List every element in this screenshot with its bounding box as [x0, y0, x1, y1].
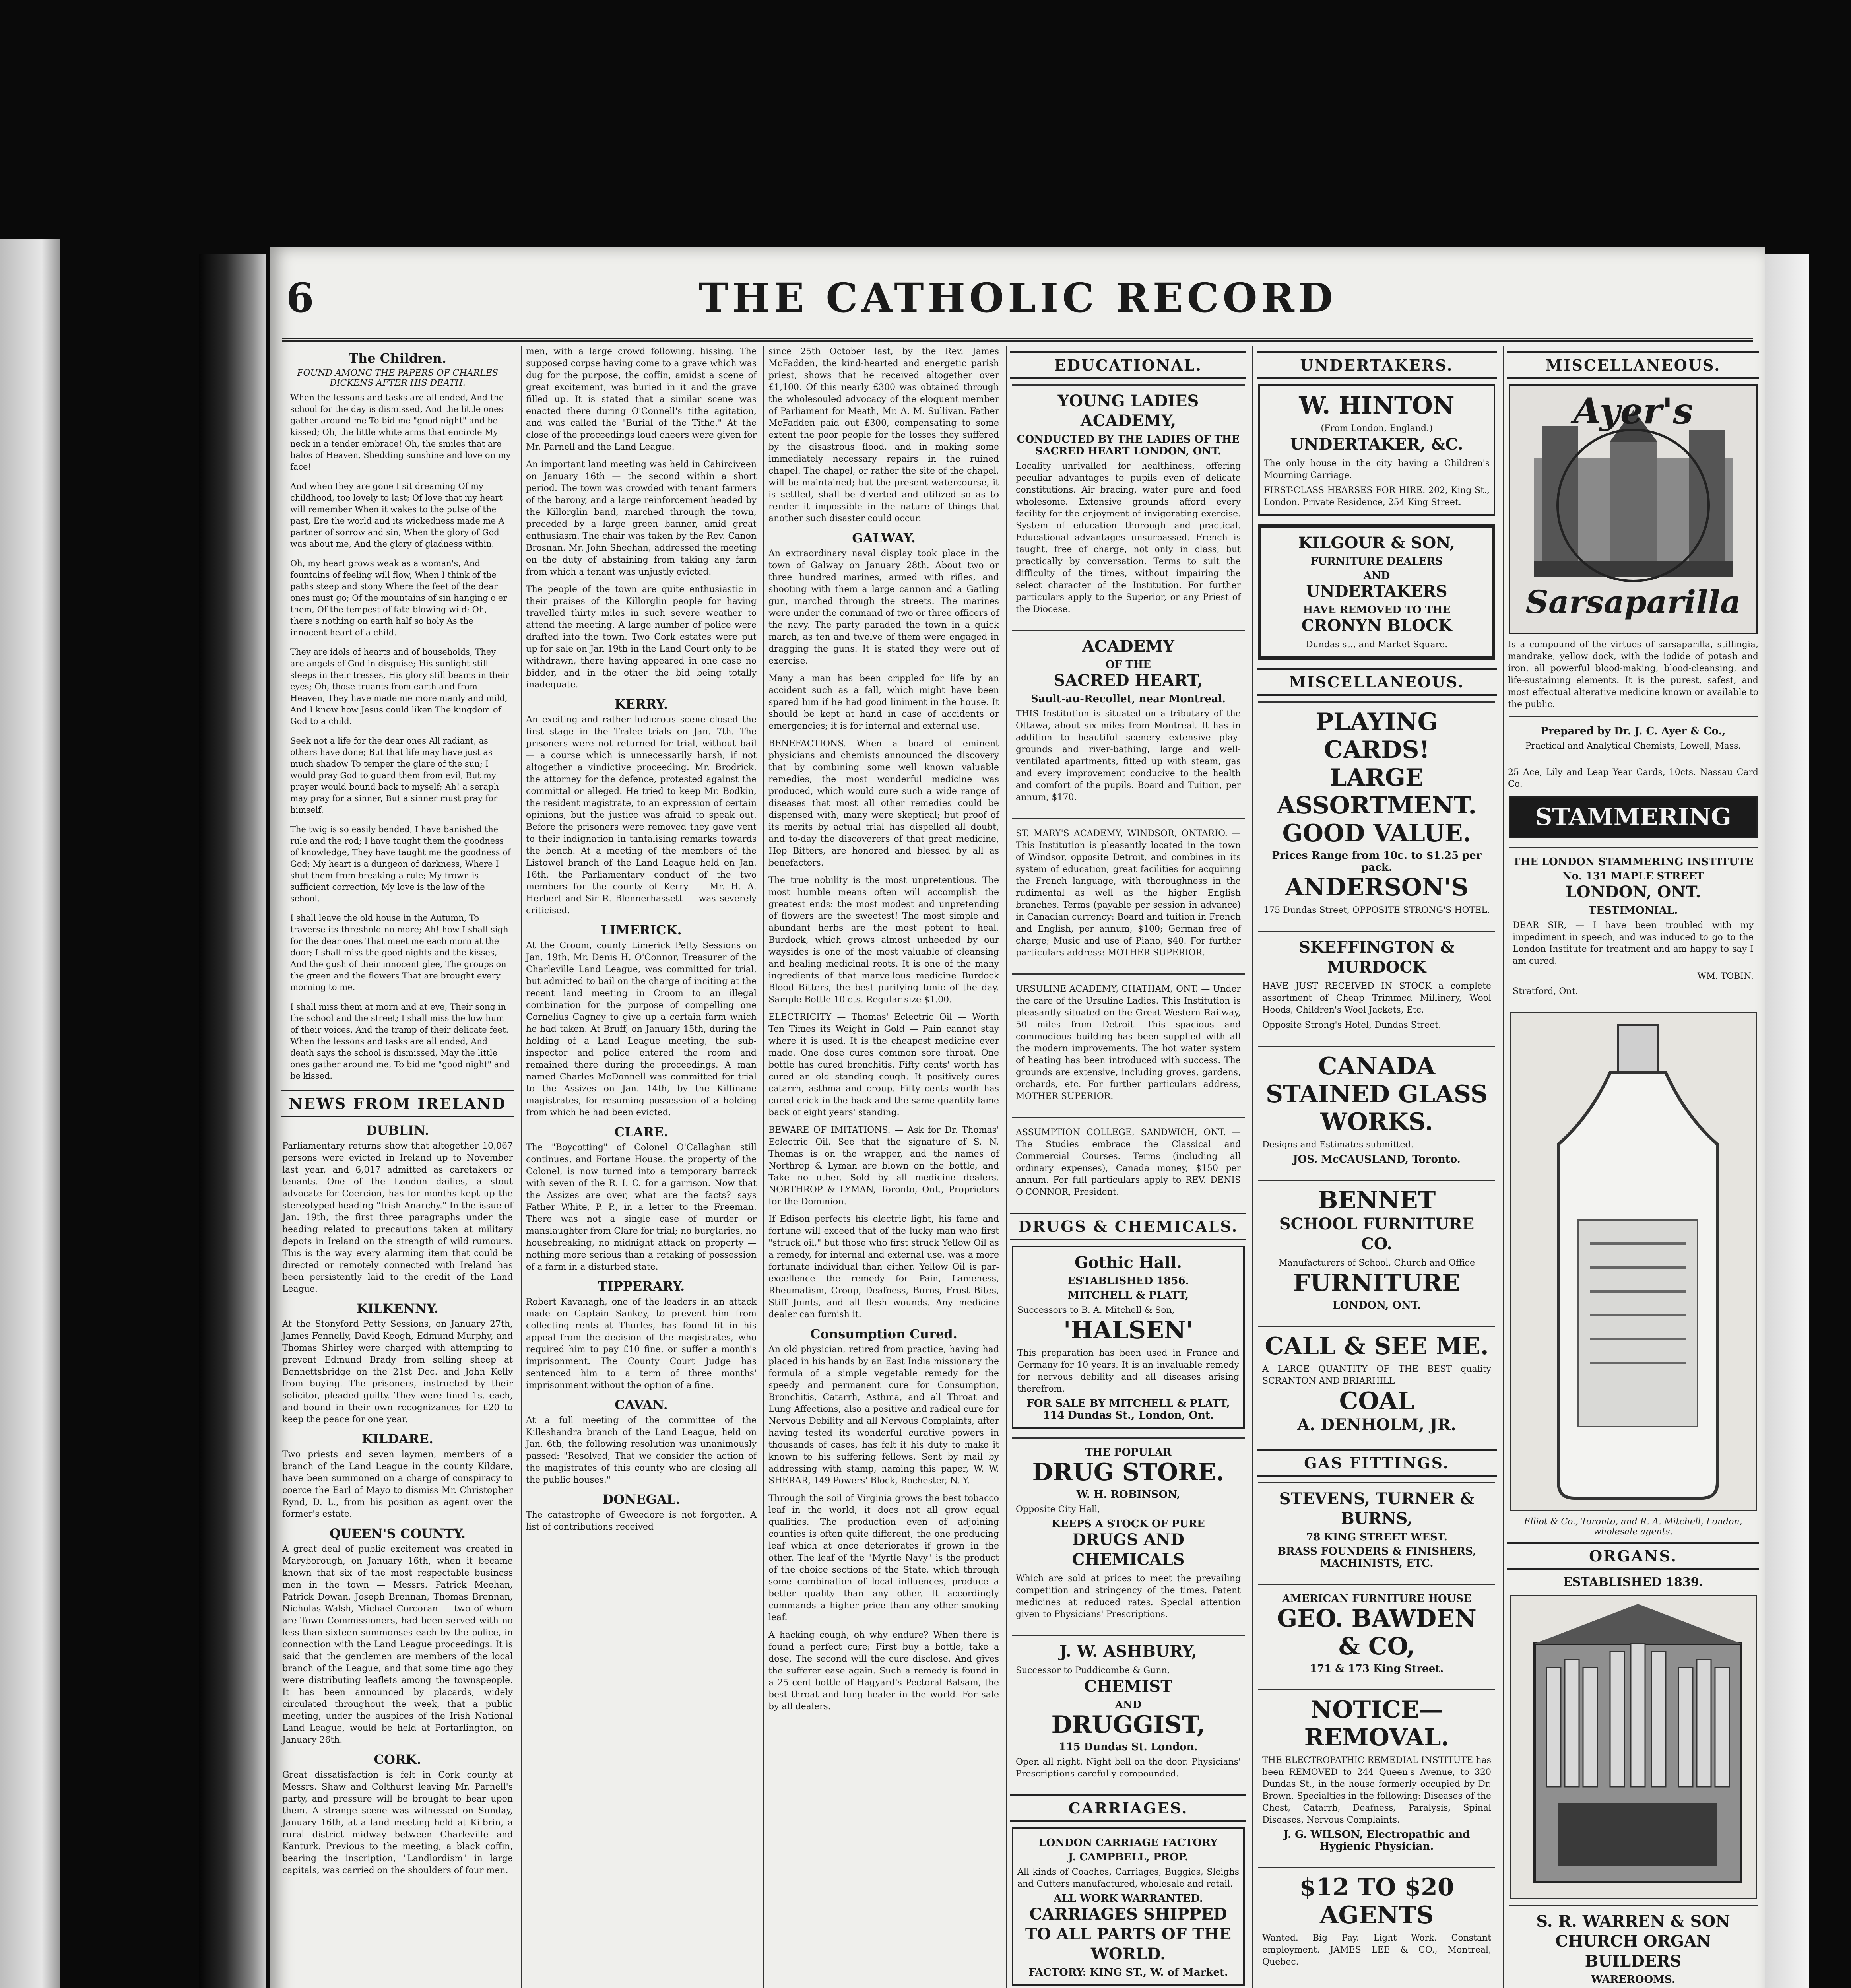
ad-line: KEEPS A STOCK OF PURE: [1052, 1518, 1205, 1530]
article-text: men, with a large crowd following, hissing. The supposed corpse having come to a grave which was dug for the purpose, the coffin, amidst a scene of great excitement, was buried in it and the grave filled up. It is stated that a similar scene was enacted there during O'Connell's tithe agitation, and was called the "Burial of the Tithe." At the close of the proceedings loud cheers were given for Mr. Parnell and the Land League.: [526, 347, 757, 452]
ad-title: STAMMERING: [1535, 803, 1731, 831]
ad-location: Opposite City Hall,: [1016, 1505, 1100, 1514]
ad-text: Open all night. Night bell on the door. Physicians' Prescriptions carefully compounded.: [1016, 1757, 1241, 1779]
stained-glass-ad: [1258, 1046, 1495, 1171]
ashbury-ad: [1012, 1635, 1245, 1786]
ad-owner: J. CAMPBELL, PROP.: [1068, 1851, 1189, 1863]
ad-line: LARGE: [1330, 764, 1424, 792]
section-heading: CAVAN.: [615, 1397, 668, 1412]
article-text: A great deal of public excitement was created in Maryborough, on January 16th, when it became known that six of the most respectable business men in the town — Messrs. Patrick Meehan, Patrick Dowan, Joseph Brennan, Thomas Brennan, Nicholas Walsh, Michael Corcoran — two of whom are Town Commissioners, had been served with no less than sixteen summonses each by the police, in connection with the Land League proceedings. It is said that the gentlemen are members of the local branch of the League, and that some time ago they were distributing leaflets among the townspeople. It has been announced by placards, widely circulated throughout the week, that a public meeting, under the auspices of the Irish National Land League, would be held at Portarlington, on January 26th.: [282, 1544, 513, 1745]
church-organ-illustration: [1510, 1595, 1757, 1899]
ad-line: WORKS.: [1320, 1108, 1433, 1136]
section-heading: LIMERICK.: [601, 922, 682, 938]
section-heading: DONEGAL.: [602, 1492, 680, 1507]
ad-text: All kinds of Coaches, Carriages, Buggies, Sleighs and Cutters manufactured, wholesale and retail.: [1017, 1867, 1239, 1889]
sarsaparilla-logo: Sarsaparilla: [1525, 583, 1741, 621]
ad-title: GEO. BAWDEN & CO,: [1277, 1605, 1477, 1660]
ad-line: DRUGGIST,: [1051, 1711, 1205, 1739]
article-text: Many a man has been crippled for life by an accident such as a fall, which might have been spared him if he had good liniment in the house. It should be kept at hand in case of accidents or emergencies; it is for internal and external use.: [768, 674, 999, 731]
ad-address: Dundas st., and Market Square.: [1306, 640, 1448, 650]
ad-address: FACTORY: KING ST., W. of Market.: [1028, 1967, 1228, 1978]
educational-heading: EDUCATIONAL.: [1010, 351, 1246, 379]
article-text: Through the soil of Virginia grows the best tobacco leaf in the world, it does not all grow equal qualities. The production even of adjoining counties is often quite different, the one producing leaf which at once deteriorates if grown in the other. The leaf of the "Myrtle Navy" is the product of the choice sections of the State, which through some combination of local influences, produce a better quality than any other. It accordingly commands a higher price than any other smoking leaf.: [768, 1493, 999, 1623]
gothic-hall-ad: [1012, 1246, 1245, 1429]
ayers-logo: Ayer's: [1573, 390, 1693, 432]
section-heading: DUBLIN.: [366, 1123, 429, 1138]
ad-title: NOTICE—REMOVAL.: [1304, 1696, 1449, 1751]
ad-seller: FOR SALE BY MITCHELL & PLATT, 114 Dundas St., London, Ont.: [1026, 1398, 1230, 1421]
coal-ad: [1258, 1326, 1495, 1441]
article-text: If Edison perfects his electric light, his fame and fortune will exceed that of the lucky man who first "struck oil," but those who first struck Yellow Oil as a remedy, for internal and external use, was a more fortunate individual than either. Yellow Oil is par-excellence the remedy for Pain, Lameness, Rheumatism, Croup, Deafness, Burns, Frost Bites, Stiff Joints, and all flesh wounds. Any medicine dealer can furnish it.: [768, 1214, 999, 1320]
section-heading: TIPPERARY.: [598, 1279, 685, 1294]
article-text: BENEFACTIONS. When a board of eminent physicians and chemists announced the discovery that by combining some well known valuable remedies, the most wonderful medicine was produced, which would cure such a wide range of diseases that most all other remedies could be dispensed with, many were skeptical; but proof of its merits by actual trial has dispelled all doubt, and to-day the discoverers of that great medicine, Hop Bitters, are honored and blessed by all as benefactors.: [768, 739, 999, 868]
section-heading: Consumption Cured.: [810, 1326, 957, 1342]
ad-title: ACADEMY: [1082, 637, 1174, 656]
ad-line: CARDS!: [1324, 736, 1430, 764]
ad-text: (From London, England.): [1321, 423, 1433, 433]
ad-text: Locality unrivalled for healthiness, offering peculiar advantages to pupils even of delicate constitutions. Air bracing, water pure and food wholesome. Extensive grounds afford every facility for the enjoyment of invigorating exercise. System of education thorough and practical. Educational advantages unsurpassed. French is taught, free of charge, not only in class, but practically by conversation. Terms to suit the difficulty of the times, without impairing the select character of the Institution. For further particulars apply to the Superior, or any Priest of the Diocese.: [1016, 461, 1241, 614]
miscellaneous-heading: MISCELLANEOUS.: [1257, 668, 1497, 696]
carriage-factory-ad: [1012, 1827, 1245, 1986]
ad-text: A LARGE QUANTITY OF THE BEST quality SCRANTON AND BRIARHILL: [1262, 1364, 1491, 1386]
column-4: [1006, 346, 1250, 1988]
column-5: [1252, 346, 1500, 1988]
article-text: BEWARE OF IMITATIONS. — Ask for Dr. Thomas' Eclectric Oil. See that the signature of S. N. Thomas is on the wrapper, and the names of Northrop & Lyman are blown on the bottle, and Take no other. Sold by all medicine dealers. NORTHROP & LYMAN, Toronto, Ont., Proprietors for the Dominion.: [768, 1125, 999, 1207]
page-number: 6: [286, 274, 314, 321]
ad-line: CHURCH ORGAN BUILDERS: [1555, 1932, 1711, 1971]
organ-established: ESTABLISHED 1839.: [1563, 1575, 1704, 1589]
miscellaneous-heading: MISCELLANEOUS.: [1507, 351, 1759, 379]
column-3: [763, 346, 1003, 1988]
poem-stanza: Seek not a life for the dear ones All radiant, as others have done; But that life may have just as much shadow To temper the glare of the sun; I would pray God to guard them from evil; But my prayer would bound back to myself; Ah! a seraph may pray for a sinner, But a sinner must pray for himself.: [290, 736, 499, 815]
young-ladies-academy-ad: [1012, 384, 1245, 621]
gas-fittings-heading: GAS FITTINGS.: [1257, 1449, 1497, 1477]
article-text: The true nobility is the most unpretentious. The most humble means often will accomplish the greatest ends: the most modest and unpretending of flowers are the sweetest! The most simple and abundant herbs are the most potent to heal. Burdock, which grows almost unheeded by our waysides is one of the most valuable of cleansing and healing medicinal roots. It is one of the many ingredients of that marvellous medicine Burdock Blood Bitters, the best purifying tonic of the day. Sample Bottle 10 cts. Regular size $1.00.: [768, 876, 999, 1005]
ad-title: YOUNG LADIES ACADEMY,: [1057, 392, 1199, 430]
poem-stanza: I shall leave the old house in the Autumn, To traverse its threshold no more; Ah! how I shall sigh for the dear ones That meet me each morn at the door; I shall miss the good nights and the kisses, And the gush of their innocent glee, The groups on the green and the flowers That are brought every morning to me.: [290, 913, 508, 992]
column-2: [521, 346, 761, 1988]
article-text: At the Croom, county Limerick Petty Sessions on Jan. 19th, Mr. Denis H. O'Connor, Treasurer of the Charleville Land League, was committed for trial, but admitted to bail on the charge of inciting at the recent land meeting in Croom to an illegal combination for the purpose of compelling one Cornelius Cagney to give up a certain farm which he had taken. At Bruff, on January 15th, during the holding of a Land League meeting, the sub-inspector and police entered the room and remained there during the proceedings. A man named Charles McDonnell was committed for trial to the Assizes on Jan. 14th, by the Kilfinane magistrates, for resuming possession of a holding from which he had been evicted.: [526, 941, 757, 1118]
ad-line: AND: [1115, 1699, 1142, 1711]
article-text: An old physician, retired from practice, having had placed in his hands by an East India missionary the formula of a simple vegetable remedy for the speedy and permanent cure for Consumption, Bronchitis, Catarrh, Asthma, and all Throat and Lung Affections, also a positive and radical cure for Nervous Debility and all Nervous Complaints, after having tested its wonderful curative powers in thousands of cases, has felt it his duty to make it known to his suffering fellows. Sent by mail by addressing with stamp, naming this paper, W. W. SHERAR, 149 Powers' Block, Rochester, N. Y.: [768, 1345, 999, 1486]
poem-stanza: When the lessons and tasks are all ended, And the school for the day is dismissed, And the little ones gather around me To bid me "good night" and be kissed; Oh, the little white arms that encircle My neck in a tender embrace! Oh, the smiles that are halos of Heaven, Shedding sunshine and love on my face!: [290, 393, 511, 472]
ad-firm: MITCHELL & PLATT,: [1067, 1289, 1189, 1301]
ad-line: CARRIAGES SHIPPED TO ALL PARTS OF THE WORLD.: [1025, 1905, 1232, 1963]
ad-address: Opposite Strong's Hotel, Dundas Street.: [1262, 1020, 1441, 1030]
ad-text: This preparation has been used in France and Germany for 10 years. It is an invaluable remedy for nervous debility and all diseases arising therefrom.: [1017, 1348, 1239, 1394]
column-6: [1503, 346, 1762, 1988]
ad-address: 171 & 173 King Street.: [1310, 1663, 1444, 1675]
section-heading: KILKENNY.: [357, 1301, 438, 1316]
ad-owner: JOS. McCAUSLAND, Toronto.: [1293, 1153, 1461, 1165]
ad-text: Successor to Puddicombe & Gunn,: [1016, 1666, 1170, 1675]
ad-text: The only house in the city having a Children's Mourning Carriage.: [1264, 458, 1490, 480]
ad-maker: Prepared by Dr. J. C. Ayer & Co.,: [1541, 725, 1726, 737]
ad-text: Manufacturers of School, Church and Office: [1279, 1258, 1475, 1268]
ad-signature: WM. TOBIN.: [1697, 971, 1754, 981]
assumption-college-ad: [1012, 1117, 1245, 1204]
ad-title: BENNET: [1317, 1186, 1436, 1214]
ad-line: THE LONDON STAMMERING INSTITUTE: [1513, 856, 1754, 868]
poem-stanza: The twig is so easily bended, I have banished the rule and the rod; I have taught them the goodness of knowledge, They have taught me the goodness of God; My heart is a dungeon of darkness, Where I shut them from breaking a rule; My frown is sufficient correction, My love is the law of the school.: [290, 825, 511, 903]
ad-subtitle: ESTABLISHED 1856.: [1067, 1275, 1189, 1287]
ad-address: 175 Dundas Street, OPPOSITE STRONG'S HOTEL.: [1263, 905, 1490, 915]
ad-location: LONDON, ONT.: [1565, 883, 1701, 901]
ad-pre: AMERICAN FURNITURE HOUSE: [1282, 1593, 1471, 1605]
newspaper-title: THE CATHOLIC RECORD: [698, 274, 1337, 321]
ad-location: Sault-au-Recollet, near Montreal.: [1031, 693, 1226, 705]
bottle-icon: [1511, 1013, 1762, 1508]
article-text: An important land meeting was held in Cahirciveen on January 16th — the second within a short period. The town was crowded with tenant farmers of the barony, and a large reinforcement headed by the Killorglin band, marched through the town, preceded by a large green banner, amid great enthusiasm. The chair was taken by the Rev. Canon Brosnan. Mr. John Sheehan, addressed the meeting on the duty of abstaining from taking any farm from which a tenant was unjustly evicted.: [526, 460, 757, 577]
ad-pre: THE POPULAR: [1085, 1446, 1172, 1458]
ad-line: FURNITURE: [1293, 1269, 1461, 1297]
ad-product: 'HALSEN': [1063, 1316, 1193, 1344]
ad-line: BRASS FOUNDERS & FINISHERS, MACHINISTS, ETC.: [1277, 1545, 1476, 1569]
undertakers-heading: UNDERTAKERS.: [1257, 351, 1497, 379]
masthead-rule: [282, 338, 1753, 342]
kilgour-ad: [1258, 524, 1495, 660]
section-heading: QUEEN'S COUNTY.: [329, 1526, 466, 1541]
stammering-banner: [1509, 796, 1758, 838]
section-heading: KILDARE.: [362, 1431, 433, 1446]
ad-location: Stratford, Ont.: [1513, 986, 1578, 996]
ad-text: URSULINE ACADEMY, CHATHAM, ONT. — Under the care of the Ursuline Ladies. This Institution is pleasantly situated on the Great Western Railway, 50 miles from Detroit. This spacious and commodious building has been supplied with all the modern improvements. The hot water system of heating has been introduced with success. The grounds are extensive, including groves, gardens, orchards, etc. For further particulars address, MOTHER SUPERIOR.: [1016, 984, 1241, 1101]
binding-gutter: [199, 254, 266, 1988]
agents-ad: [1258, 1867, 1495, 1974]
article-text: An extraordinary naval display took place in the town of Galway on January 28th. About two or three hundred marines, armed with rifles, and shooting with them a large cannon and a Gatling gun, marched through the streets. The marines were under the command of two or three officers of the navy. The party paraded the town in a quick march, as ten and twelve of them were engaged in dragging the guns. It is stated they were out of exercise.: [768, 549, 999, 666]
ad-text: Which are sold at prices to meet the prevailing competition and stringency of the times. Patent medicines at reduced rates. Special attention given to Physicians' Prescriptions.: [1016, 1574, 1241, 1619]
news-section-title: NEWS FROM IRELAND: [281, 1090, 514, 1117]
section-heading: CORK.: [374, 1752, 421, 1767]
ad-line: CRONYN BLOCK: [1301, 616, 1452, 635]
ad-price: Prices Range from 10c. to $1.25 per pack.: [1272, 850, 1482, 874]
stammering-institute-ad: [1509, 847, 1758, 1003]
poem-stanza: And when they are gone I sit dreaming Of my childhood, too lovely to last; Of love that my heart will remember When it wakes to the pulse of the past, Ere the world and its wickedness made me A partner of sorrow and sin, When the glory of God was about me, And the glory of gladness within.: [290, 481, 504, 549]
ad-text: FIRST-CLASS HEARSES FOR HIRE. 202, King St., London. Private Residence, 254 King Street.: [1264, 485, 1490, 507]
article-text: Two priests and seven laymen, members of a branch of the Land League in the county Kildare, have been summoned on a charge of conspiracy to coerce the Earl of Mayo to dismiss Mr. Christopher Rynd, D. L., from his position as agent over the former's estate.: [282, 1450, 513, 1519]
organs-heading: ORGANS.: [1507, 1542, 1759, 1570]
ayer-maker: [1509, 716, 1758, 758]
ad-address: 115 Dundas St. London.: [1059, 1741, 1198, 1753]
ad-line: ASSORTMENT.: [1277, 792, 1477, 819]
ad-line: UNDERTAKERS: [1306, 582, 1447, 601]
ad-line: UNDERTAKER, &C.: [1290, 435, 1463, 454]
playing-cards-ad: [1258, 701, 1495, 922]
article-text: The people of the town are quite enthusiastic in their praises of the Killorglin people for having travelled thirty miles in such severe weather to attend the meeting. A large number of police were drafted into the town. Two Cork estates were put up for sale on Jan 19th in the Land Court only to be withdrawn, there having appeared in one case no bidder, and in the other the bid being totally inadequate.: [526, 584, 757, 690]
ad-line: DRUGS AND CHEMICALS: [1072, 1530, 1185, 1569]
ad-line: WAREROOMS.: [1591, 1974, 1675, 1986]
st-marys-academy-ad: [1012, 818, 1245, 965]
ad-text: ASSUMPTION COLLEGE, SANDWICH, ONT. — The Studies embrace the Classical and Commercial Courses. Terms (including all ordinary expenses), Canada money, $150 per annum. For full particulars apply to REV. DENIS O'CONNOR, President.: [1016, 1128, 1241, 1197]
ad-line: SCHOOL FURNITURE CO.: [1279, 1215, 1475, 1253]
article-text: An exciting and rather ludicrous scene closed the first stage in the Tralee trials on Jan. 7th. The prisoners were not returned for trial, without bail — a course which is unnecessarily harsh, if not altogether a vindictive proceeding. Mr. Brodrick, the attorney for the defence, protested against the committal or alleged. He tried to keep Mr. Bodkin, the resident magistrate, to an expression of certain opinions, but the justice was afraid to speak out. Before the prisoners were removed they gave vent to their indignation in tantalising remarks towards the bench. At a meeting of the members of the Listowel branch of the Land League held on Jan. 16th, the Parliamentary conduct of the two members for the county of Kerry — Mr. H. A. Herbert and Sir R. Blennerhassett — was severely criticised.: [526, 715, 757, 916]
article-text: ELECTRICITY — Thomas' Eclectric Oil — Worth Ten Times its Weight in Gold — Pain cannot stay where it is used. It is the cheapest medicine ever made. One dose cures common sore throat. One bottle has cured bronchitis. Fifty cents' worth has cured an old standing cough. It positively cures catarrh, asthma and croup. Fifty cents worth has cured crick in the back and the same quantity lame back of eight years' standing.: [768, 1012, 999, 1118]
bawden-ad: [1258, 1584, 1495, 1680]
ad-title: AGENTS: [1319, 1901, 1434, 1929]
ad-line: STAINED GLASS: [1265, 1080, 1488, 1108]
bennet-furniture-ad: [1258, 1180, 1495, 1317]
ad-text: THIS Institution is situated on a tributary of the Ottawa, about six miles from Montreal. It has in addition to beautiful scenery extensive play-grounds and river-bathing, large and well-ventilated apartments, fitted up with steam, gas and every improvement conducive to the health and comfort of the pupils. Board and Tuition, per annum, $170.: [1016, 709, 1241, 802]
right-page-edge: [1765, 254, 1809, 1988]
skeffington-ad: [1258, 931, 1495, 1037]
ad-text: Is a compound of the virtues of sarsaparilla, stillingia, mandrake, yellow dock, with the iodide of potash and iron, all powerful blood-making, blood-cleansing, and life-sustaining elements. It is the purest, safest, and most effectual alterative medicine known or available to the public.: [1508, 640, 1758, 709]
newspaper-page: [270, 247, 1765, 1988]
ad-text: Designs and Estimates submitted.: [1262, 1140, 1414, 1150]
ad-text: Wanted. Big Pay. Light Work. Constant employment. JAMES LEE & CO., Montreal, Quebec.: [1262, 1933, 1491, 1967]
ad-line: GOOD VALUE.: [1282, 819, 1471, 847]
ad-line: ALL WORK WARRANTED.: [1054, 1893, 1203, 1905]
ad-price: $12 TO $20: [1299, 1873, 1454, 1901]
article-text: At the Stonyford Petty Sessions, on January 27th, James Fennelly, David Keogh, Edmund Murphy, and Thomas Shirley were charged with attempting to prevent Edmund Brady from selling sheep at Bennettsbridge on the 21st Dec. and John Kelly from buying. The prisoners, instructed by their solicitor, pleaded guilty. They were fined 1s. each, and bound in their own recognizances for £20 to keep the peace for one year.: [282, 1319, 513, 1425]
ad-owner: J. G. WILSON, Electropathic and Hygienic Physician.: [1283, 1829, 1470, 1852]
ad-title: SACRED HEART,: [1054, 671, 1203, 690]
medicine-bottle-illustration: [1510, 1012, 1757, 1511]
ad-text: Successors to B. A. Mitchell & Son,: [1017, 1305, 1175, 1315]
ad-title: W. HINTON: [1299, 392, 1455, 419]
ad-line: CHEMIST: [1084, 1677, 1172, 1696]
carriages-heading: CARRIAGES.: [1010, 1794, 1246, 1822]
warren-organ-ad: [1509, 1905, 1758, 1988]
ad-title: DRUG STORE.: [1032, 1458, 1224, 1486]
poem-stanza: Oh, my heart grows weak as a woman's, And fountains of feeling will flow, When I think of the paths steep and stony Where the feet of the dear ones must go; Of the mountains of sin hanging o'er them, Of the tempest of fate blowing wild; Oh, there's nothing on earth half so holy As the innocent heart of a child.: [290, 559, 507, 637]
ad-title: Gothic Hall.: [1075, 1253, 1182, 1272]
bottle-caption: Elliot & Co., Toronto, and R. A. Mitchell, London, wholesale agents.: [1524, 1517, 1742, 1537]
poem-stanza: I shall miss them at morn and at eve, Their song in the school and the street; I shall miss the low hum of their voices, And the tramp of their delicate feet. When the lessons and tasks are all ended, And death says the school is dismissed, May the little ones gather around me, To bid me "good night" and be kissed.: [290, 1002, 510, 1081]
sacred-heart-academy-ad: [1012, 630, 1245, 809]
ad-line: FURNITURE DEALERS: [1310, 555, 1443, 567]
ad-subtitle: CONDUCTED BY THE LADIES OF THE SACRED HEART LONDON, ONT.: [1017, 433, 1240, 457]
ad-address: 78 KING STREET WEST.: [1306, 1531, 1447, 1543]
ad-maker-detail: Practical and Analytical Chemists, Lowell, Mass.: [1525, 741, 1741, 751]
ad-title: KILGOUR & SON,: [1298, 534, 1455, 552]
ad-seller: ANDERSON'S: [1285, 874, 1469, 901]
removal-notice-ad: [1258, 1689, 1495, 1858]
ad-title: LONDON CARRIAGE FACTORY: [1039, 1837, 1218, 1849]
article-text: A hacking cough, oh why endure? When there is found a perfect cure; First buy a bottle, take a dose, The second will the cure disclose. And gives the sufferer ease again. Such a remedy is found in a 25 cent bottle of Hagyard's Pectoral Balsam, the best throat and lung healer in the world. For sale by all dealers.: [768, 1630, 999, 1712]
ad-line: COAL: [1339, 1387, 1414, 1415]
poem-title: The Children.: [349, 351, 446, 366]
ad-line: AND: [1363, 570, 1390, 582]
ad-line: CANADA: [1318, 1052, 1436, 1080]
stevens-turner-ad: [1258, 1482, 1495, 1575]
ad-location: LONDON, ONT.: [1333, 1299, 1421, 1311]
ad-line: TESTIMONIAL.: [1588, 905, 1678, 916]
ayers-sarsaparilla-illustration: [1509, 384, 1758, 634]
ad-owner: A. DENHOLM, JR.: [1297, 1415, 1456, 1434]
ad-subtitle: OF THE: [1106, 659, 1151, 671]
pipe-organ-icon: [1511, 1596, 1762, 1896]
poem-subtitle: FOUND AMONG THE PAPERS OF CHARLES DICKENS AFTER HIS DEATH.: [297, 368, 498, 388]
drug-store-ad: [1012, 1437, 1245, 1626]
ad-title: CALL & SEE ME.: [1265, 1332, 1489, 1360]
ad-line: HAVE REMOVED TO THE: [1303, 604, 1451, 616]
drugs-heading: DRUGS & CHEMICALS.: [1010, 1213, 1246, 1240]
column-1: [278, 346, 517, 1988]
ad-text: HAVE JUST RECEIVED IN STOCK a complete assortment of Cheap Trimmed Millinery, Wool Hoods, Children's Wool Jackets, Etc.: [1262, 981, 1491, 1015]
poem-stanza: They are idols of hearts and of households, They are angels of God in disguise; His sunlight still sleeps in their tresses, His glory still beams in their eyes; Oh, those truants from earth and from Heaven, They have made me more manly and mild, And I know how Jesus could liken The kingdom of God to a child.: [290, 647, 509, 726]
ad-address: No. 131 MAPLE STREET: [1562, 870, 1704, 882]
section-heading: CLARE.: [614, 1124, 668, 1140]
hinton-ad: [1258, 384, 1495, 516]
article-text: Parliamentary returns show that altogether 10,067 persons were evicted in Ireland up to November last year, and 6,017 admitted as caretakers or tenants. One of the London dailies, a stout advocate for Coercion, has for months kept up the stereotyped heading "Irish Anarchy." In the issue of Jan. 19th, the first three paragraphs under the heading related to precautions taken at military depots in Ireland on the strength of wild rumours. This is the way every alarming item that could be directed or remotely connected with Ireland has been persistently laid to the credit of the Land League.: [282, 1141, 513, 1294]
article-text: Robert Kavanagh, one of the leaders in an attack made on Captain Sankey, to prevent him from collecting rents at Thurles, has found fit in his appeal from the decision of the magistrates, who required him to pay £10 fine, or suffer a month's imprisonment. The County Court Judge has sentenced him to a term of three months' imprisonment without the option of a fine.: [526, 1297, 757, 1390]
article-text: At a full meeting of the committee of the Killeshandra branch of the Land League, held on Jan. 6th, the following resolution was unanimously passed: "Resolved, That we consider the action of the magistrates of this county who are closing all the public houses.": [526, 1415, 757, 1485]
article-text: The catastrophe of Gweedore is not forgotten. A list of contributions received: [526, 1510, 757, 1532]
section-heading: KERRY.: [614, 697, 668, 712]
masthead: [270, 262, 1765, 342]
ad-text: ST. MARY'S ACADEMY, WINDSOR, ONTARIO. — This Institution is pleasantly located in the town of Windsor, opposite Detroit, and combines in its system of education, great facilities for acquiring the French language, with thoroughness in the rudimental as well as the higher English branches. Terms (payable per session in advance) in Canadian currency: Board and tuition in French and English, per annum, $100; German free of charge; Music and use of Piano, $40. For further particulars address: MOTHER SUPERIOR.: [1016, 829, 1241, 958]
section-heading: GALWAY.: [852, 530, 916, 546]
article-text: since 25th October last, by the Rev. James McFadden, the kind-hearted and energetic parish priest, shows that he received altogether over £1,100. Of this nearly £300 was obtained through the wholesouled advocacy of the eloquent member of Parliament for Meath, Mr. A. M. Sullivan. Father McFadden paid out £300, compensating to some extent the poor people for the losses they suffered by the disastrous flood, and in making some immediately necessary repairs in the ruined chapel. The chapel, or rather the site of the chapel, will be maintained; but the present watercourse, it is settled, shall be diverted and utilized so as to render it impossible in the nature of things that another such disaster could occur.: [768, 347, 999, 524]
adjacent-page-edge: [0, 239, 60, 1988]
article-text: Great dissatisfaction is felt in Cork county at Messrs. Shaw and Colthurst leaving Mr. Parnell's party, and pressure will be brought to bear upon them. A strange scene was witnessed on Sunday, January 16th, at a land meeting held at Kilbrin, a rural district midway between Charleville and Kanturk. Previous to the meeting, a black coffin, bearing the inscription, "Landlordism" in large capitals, was carried on the shoulders of four men.: [282, 1770, 513, 1875]
ad-title: J. W. ASHBURY,: [1059, 1642, 1197, 1661]
ursuline-academy-ad: [1012, 973, 1245, 1108]
ad-line: PLAYING: [1315, 708, 1438, 736]
ad-title: SKEFFINGTON & MURDOCK: [1299, 938, 1455, 977]
ad-title: S. R. WARREN & SON: [1536, 1912, 1730, 1931]
article-text: The "Boycotting" of Colonel O'Callaghan still continues, and Fortane House, the property of the Colonel, is now turned into a temporary barrack with seven of the R. I. C. for a garrison. Now that the Assizes are over, what are the facts? says Father White, P. P., in a letter to the Freeman. There was not a single case of murder or manslaughter from Clare for trial; no burglaries, no housebreaking, no midnight attack on property — nothing more serious than a retaking of possession of a farm in a disturbed state.: [526, 1143, 757, 1272]
poem-body: [278, 392, 517, 1082]
ad-text: THE ELECTROPATHIC REMEDIAL INSTITUTE has been REMOVED to 244 Queen's Avenue, to 320 Dundas St., in the house formerly occupied by Dr. Brown. Specialties in the following: Diseases of the Chest, Catarrh, Deafness, Paralysis, Spinal Diseases, Nervous Complaints.: [1262, 1755, 1491, 1825]
ad-owner: W. H. ROBINSON,: [1076, 1489, 1180, 1501]
ad-text: 25 Ace, Lily and Leap Year Cards, 10cts. Nassau Card Co.: [1508, 767, 1758, 789]
ad-title: STEVENS, TURNER & BURNS,: [1279, 1489, 1475, 1528]
ad-text: DEAR SIR, — I have been troubled with my impediment in speech, and was induced to go to the London Institute for treatment and am happy to say I am cured.: [1513, 920, 1754, 966]
